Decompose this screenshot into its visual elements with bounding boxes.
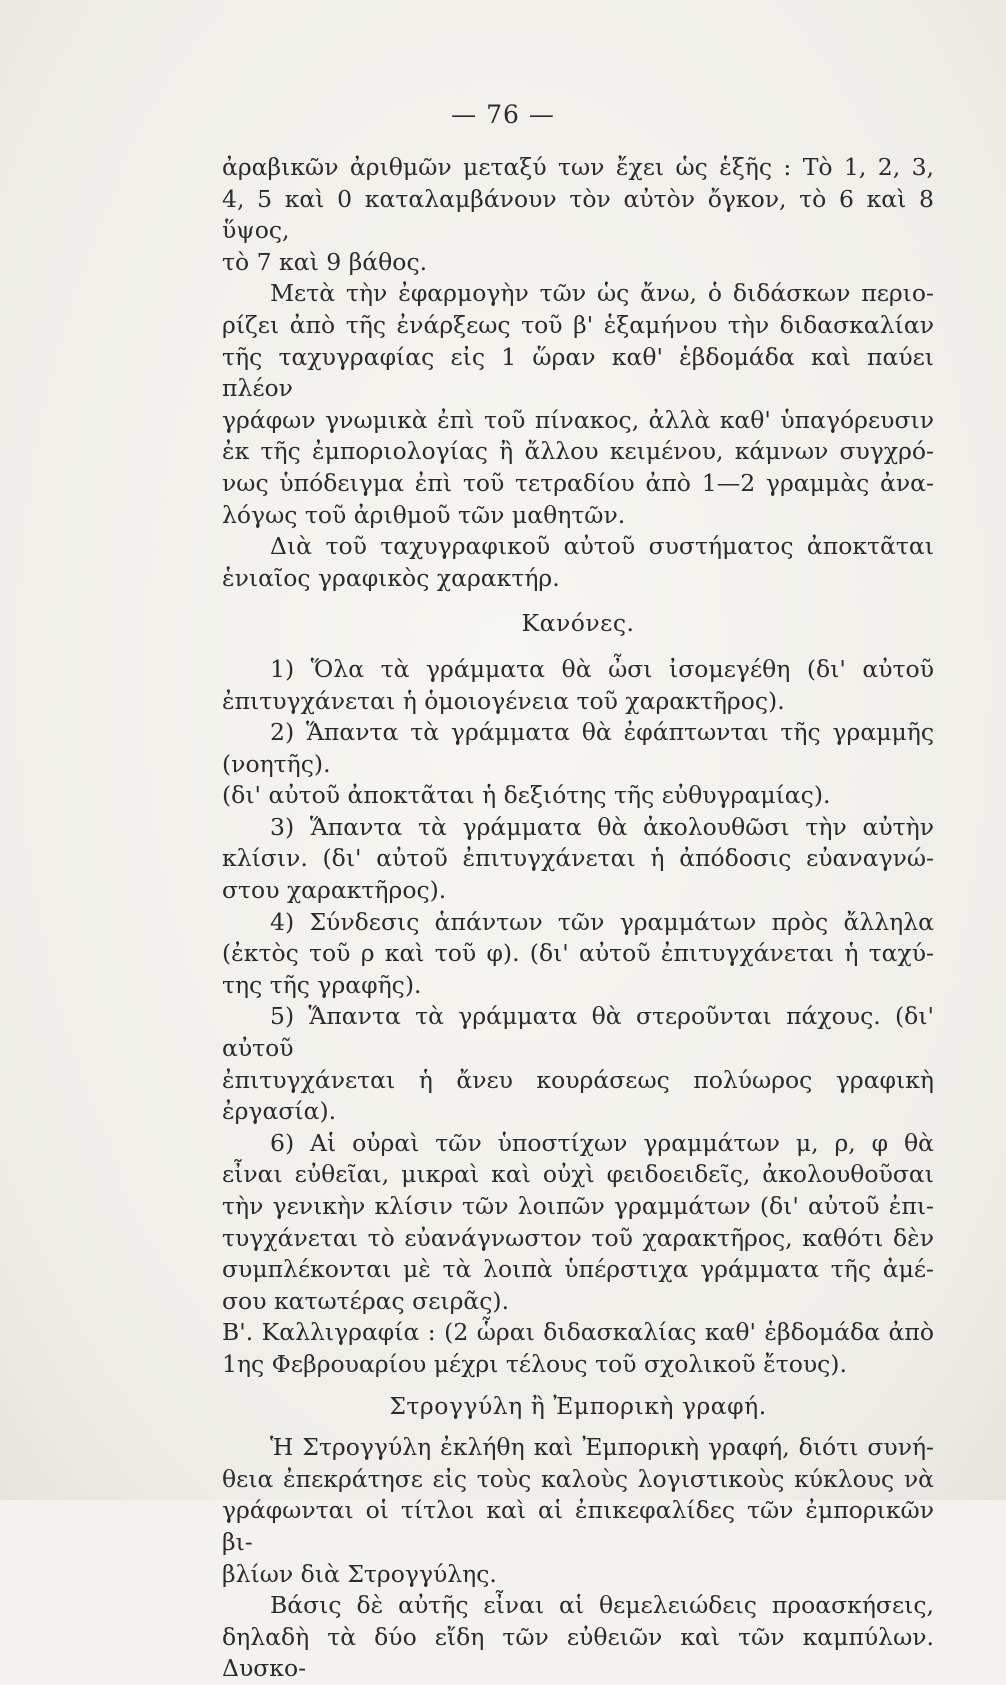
text-line: ἐκ τῆς ἐμποριολογίας ἢ ἄλλου κειμένου, κάμνων συγχρό- xyxy=(222,437,934,466)
text-line: 4, 5 καὶ 0 καταλαμβάνουν τὸν αὐτὸν ὄγκον, τὸ 6 καὶ 8 ὕψος, xyxy=(222,184,934,245)
rule-5-line: 5) Ἅπαντα τὰ γράμματα θὰ στεροῦνται πάχους. (δι' αὐτοῦ xyxy=(222,1002,934,1063)
rule-2-note: (δι' αὐτοῦ ἀποκτᾶται ἡ δεξιότης τῆς εὐθυγραμίας). xyxy=(222,781,831,810)
text-line: βλίων διὰ Στρογγύλης. xyxy=(222,1559,497,1588)
rule-5-line: ἐπιτυγχάνεται ἡ ἄνευ κουράσεως πολύωρος γραφικὴ ἐργασία). xyxy=(222,1065,934,1126)
text-line: ἑνιαῖος γραφικὸς χαρακτήρ. xyxy=(222,563,560,592)
rule-1-line: ἐπιτυγχάνεται ἡ ὁμοιογένεια τοῦ χαρακτῆρος). xyxy=(222,686,785,715)
page-number: — 76 — xyxy=(451,100,555,129)
rule-1-line: 1) Ὅλα τὰ γράμματα θὰ ὦσι ἰσομεγέθη (δι' αὐτοῦ xyxy=(270,654,934,683)
rule-6-line: 6) Αἱ οὐραὶ τῶν ὑποστίχων γραμμάτων μ, ρ, φ θὰ xyxy=(270,1128,934,1157)
section-b-line: Β'. Καλλιγραφία : (2 ὧραι διδασκαλίας καθ' ἑβδομάδα ἀπὸ xyxy=(222,1318,934,1347)
text-line: λόγως τοῦ ἀριθμοῦ τῶν μαθητῶν. xyxy=(222,500,626,529)
text-line: Διὰ τοῦ ταχυγραφικοῦ αὐτοῦ συστήματος ἀποκτᾶται xyxy=(270,532,934,561)
rule-3-line: 3) Ἅπαντα τὰ γράμματα θὰ ἀκολουθῶσι τὴν αὐτὴν xyxy=(270,812,934,841)
text-line: γράφων γνωμικὰ ἐπὶ τοῦ πίνακος, ἀλλὰ καθ' ὑπαγόρευσιν xyxy=(222,405,934,434)
text-line: ρίζει ἀπὸ τῆς ἐνάρξεως τοῦ β' ἑξαμήνου τὴν διδασκαλίαν xyxy=(222,310,934,339)
text-line: τῆς ταχυγραφίας εἰς 1 ὥραν καθ' ἑβδομάδα καὶ παύει πλέον xyxy=(222,342,934,403)
text-line: θεια ἐπεκράτησε εἰς τοὺς καλοὺς λογιστικοὺς κύκλους νὰ xyxy=(222,1464,934,1493)
text-line: γράφωνται οἱ τίτλοι καὶ αἱ ἐπικεφαλίδες τῶν ἐμπορικῶν βι- xyxy=(222,1496,934,1556)
rule-6-line: εἶναι εὐθεῖαι, μικραὶ καὶ οὐχὶ φειδοειδεῖς, ἀκολουθοῦσαι xyxy=(222,1160,934,1189)
text-line: τὸ 7 καὶ 9 βάθος. xyxy=(222,247,428,276)
rule-3-line: κλίσιν. (δι' αὐτοῦ ἐπιτυγχάνεται ἡ ἀπόδοσις εὐαναγνώ- xyxy=(222,844,934,873)
text-line: δηλαδὴ τὰ δύο εἴδη τῶν εὐθειῶν καὶ τῶν καμπύλων. Δυσκο- xyxy=(222,1622,934,1683)
rule-2-line: 2) Ἅπαντα τὰ γράμματα θὰ ἐφάπτωνται τῆς γραμμῆς xyxy=(270,718,934,747)
rule-6-line: σου κατωτέρας σειρᾶς). xyxy=(222,1286,510,1315)
rule-4-line: της τῆς γραφῆς). xyxy=(222,970,422,999)
rule-2-line: (νοητῆς). xyxy=(222,749,331,778)
text-line: νως ὑπόδειγμα ἐπὶ τοῦ τετραδίου ἀπὸ 1—2 γραμμὰς ἀνα- xyxy=(222,468,934,497)
section-heading-kanones: Κανόνες. xyxy=(521,609,635,638)
text-line: Βάσις δὲ αὐτῆς εἶναι αἱ θεμελειώδεις προασκήσεις, xyxy=(270,1591,934,1620)
page-body xyxy=(222,152,934,1685)
text-line: Ἡ Στρογγύλη ἐκλήθη καὶ Ἐμπορικὴ γραφή, διότι συνή- xyxy=(270,1433,934,1462)
rule-4-line: 4) Σύνδεσις ἁπάντων τῶν γραμμάτων πρὸς ἄλληλα xyxy=(270,907,934,936)
rule-4-line: (ἐκτὸς τοῦ ρ καὶ τοῦ φ). (δι' αὐτοῦ ἐπιτυγχάνεται ἡ ταχύ- xyxy=(222,939,934,968)
section-heading-stroggyli: Στρογγύλη ἢ Ἐμπορικὴ γραφή. xyxy=(389,1391,767,1420)
text-line: ἀραβικῶν ἀριθμῶν μεταξύ των ἔχει ὡς ἑξῆς : Τὸ 1, 2, 3, xyxy=(222,153,934,181)
text-line: Μετὰ τὴν ἐφαρμογὴν τῶν ὡς ἄνω, ὁ διδάσκων περιο- xyxy=(270,279,934,308)
rule-6-line: συμπλέκονται μὲ τὰ λοιπὰ ὑπέρστιχα γράμματα τῆς ἀμέ- xyxy=(222,1255,934,1284)
section-b-line: 1ης Φεβρουαρίου μέχρι τέλους τοῦ σχολικοῦ ἔτους). xyxy=(222,1349,847,1378)
rule-3-line: στου χαρακτῆρος). xyxy=(222,876,447,905)
rule-6-line: τυγχάνεται τὸ εὐανάγνωστον τοῦ χαρακτῆρος, καθότι δὲν xyxy=(222,1223,934,1252)
rule-6-line: τὴν γενικὴν κλίσιν τῶν λοιπῶν γραμμάτων (δι' αὐτοῦ ἐπι- xyxy=(222,1192,934,1220)
